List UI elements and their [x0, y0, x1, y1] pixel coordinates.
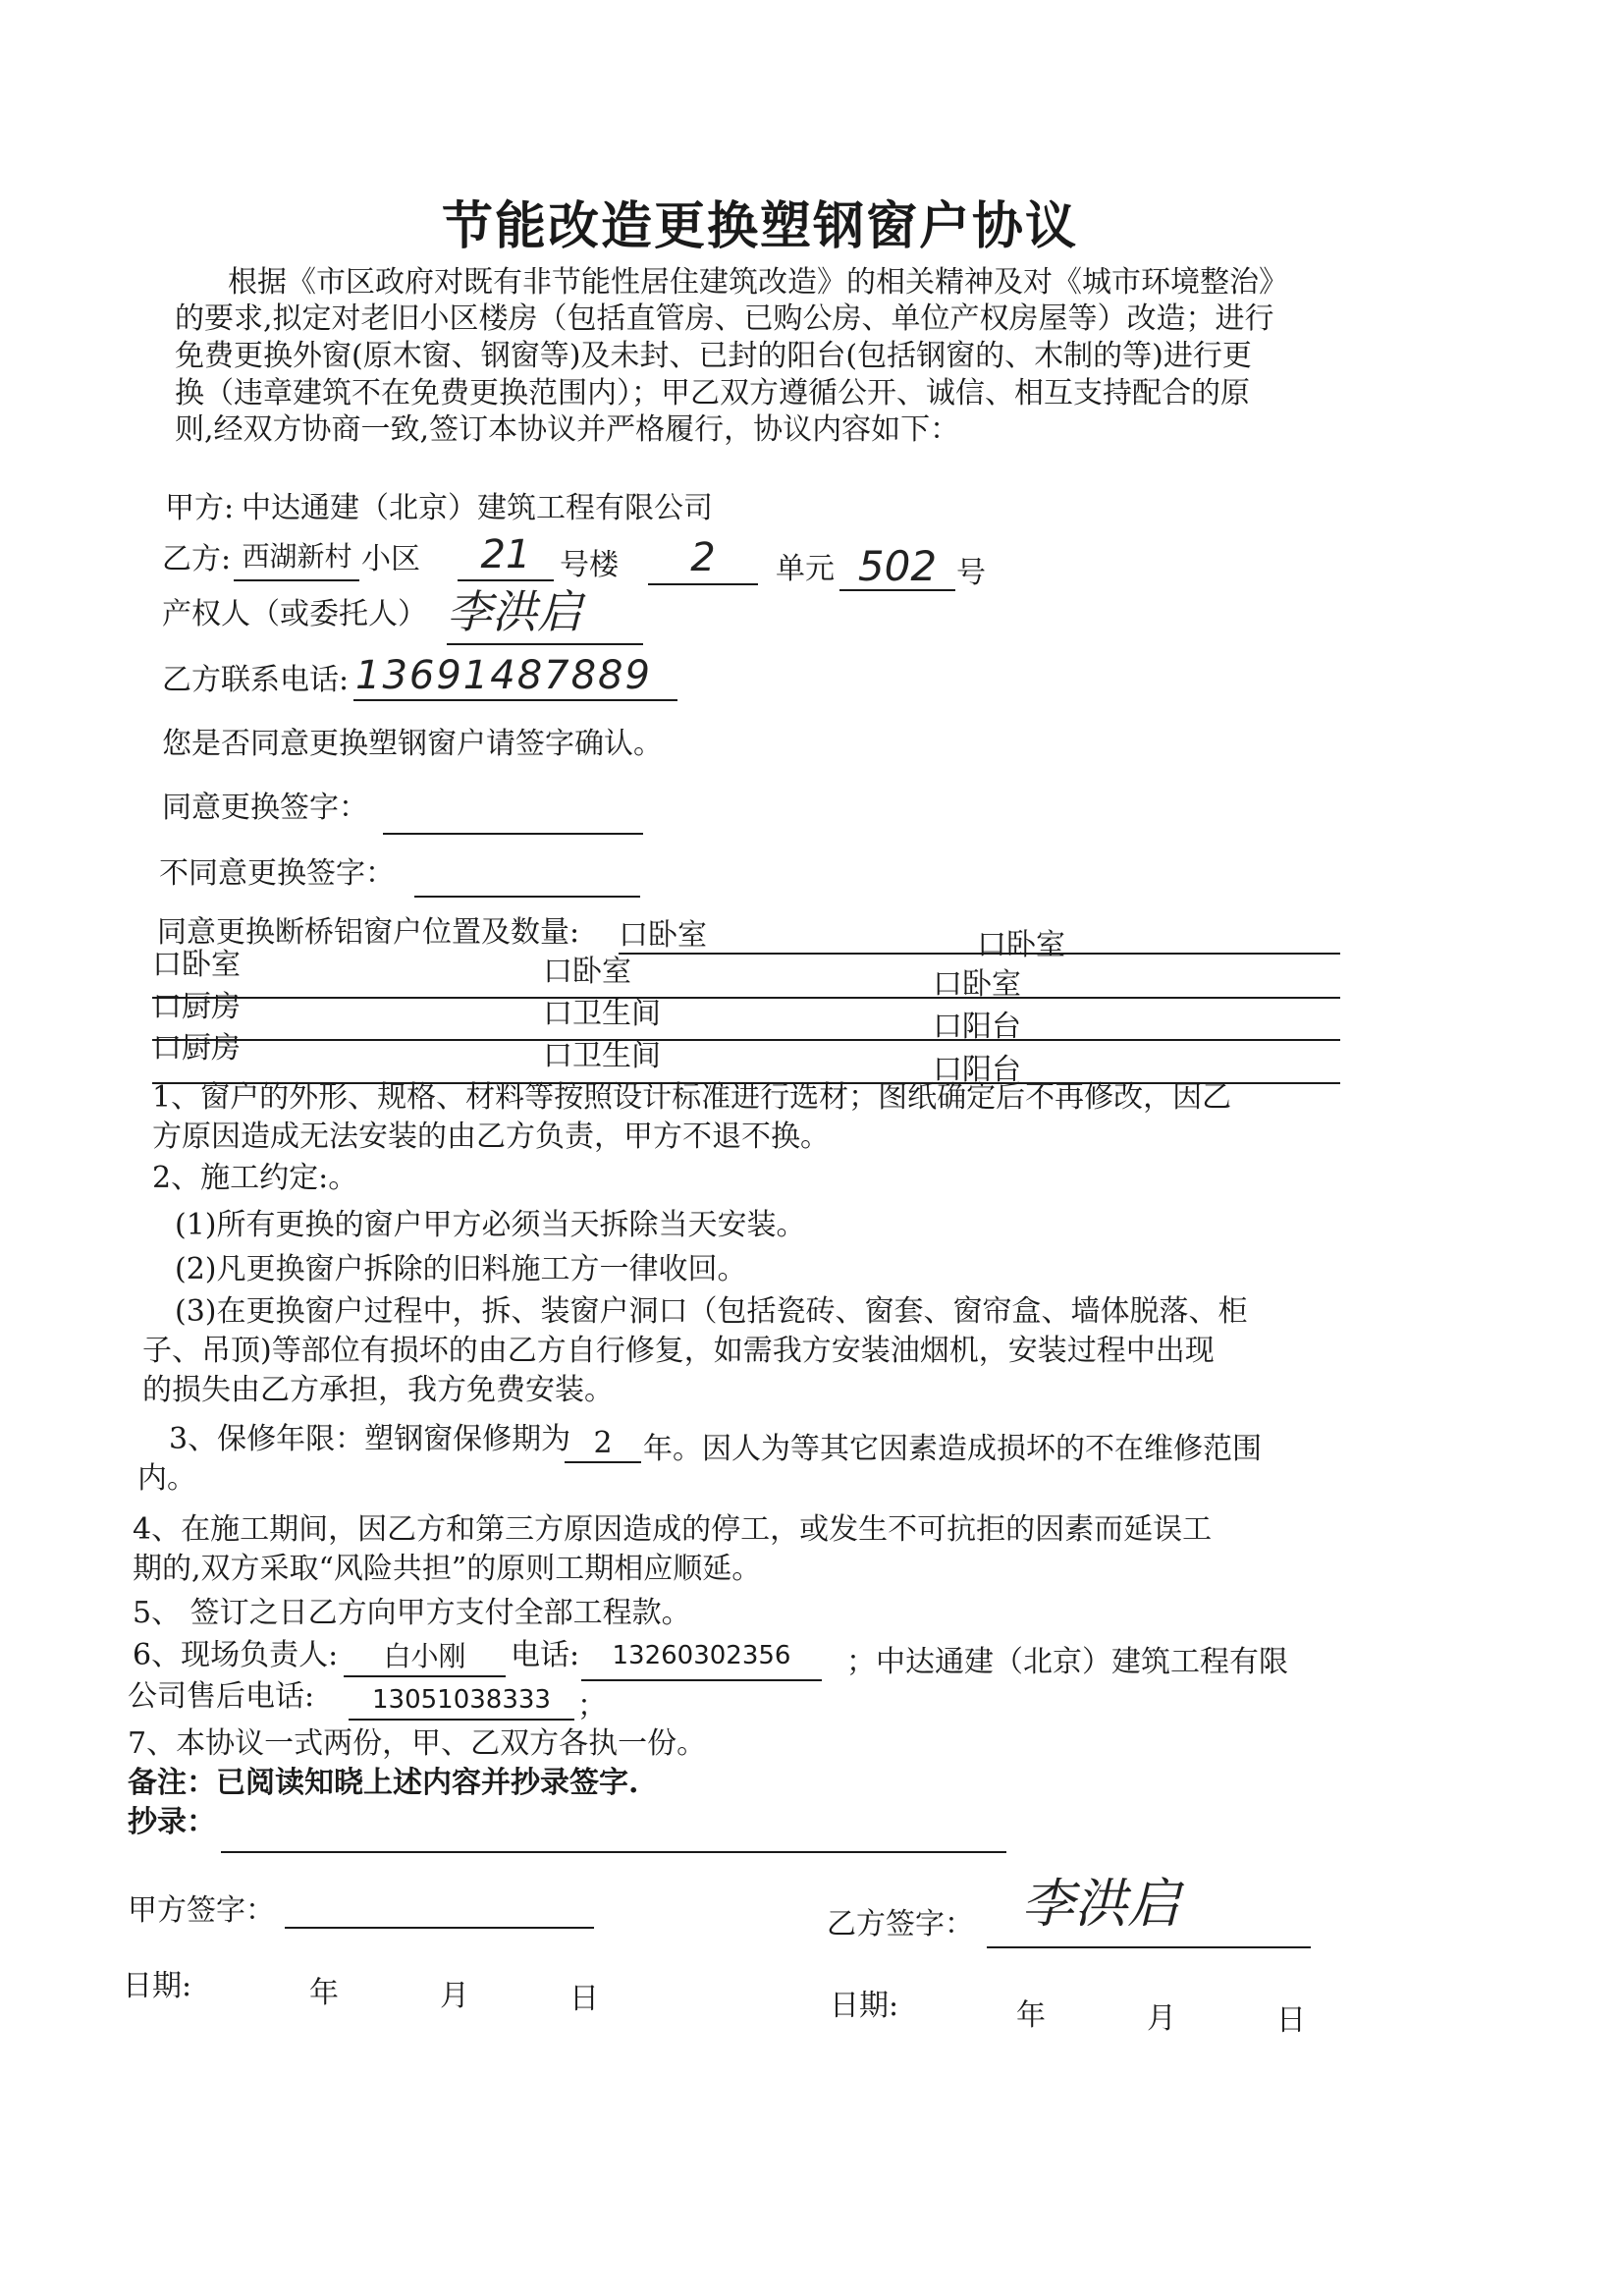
warranty-years: 2: [593, 1426, 613, 1460]
date-a-label: 日期:: [123, 1969, 192, 2003]
remark: 备注：已阅读知晓上述内容并抄录签字.: [128, 1766, 639, 1800]
window-item-label: 卧室: [648, 918, 707, 953]
windows-label: 同意更换断桥铝窗户位置及数量:: [157, 915, 580, 950]
agree-signature-line[interactable]: [383, 833, 643, 835]
owner-underline: [447, 643, 643, 645]
window-item-label: 卧室: [182, 948, 241, 982]
checkbox-mark[interactable]: 口: [152, 948, 182, 982]
document-title: 节能改造更换塑钢窗户协议: [442, 197, 1079, 256]
unit-underline: [648, 583, 758, 585]
window-header-2: [977, 928, 1065, 963]
window-item-label: 卫生间: [572, 997, 661, 1031]
window-item-label: 厨房: [182, 1031, 241, 1066]
checkbox-mark[interactable]: 口: [933, 1010, 962, 1044]
building-suffix: 号楼: [560, 548, 619, 582]
building-value: 21: [480, 532, 531, 577]
agree-label: 同意更换签字：: [162, 791, 368, 825]
disagree-label: 不同意更换签字：: [159, 856, 395, 891]
window-r1-c1: [152, 948, 241, 983]
site-manager-phone: 13260302356: [612, 1641, 791, 1670]
clause-6-service-end: ；: [577, 1689, 607, 1723]
window-row-underline: [152, 997, 1340, 999]
service-phone-underline: [349, 1719, 574, 1721]
clause-4-line-2: 期的,双方采取“风险共担”的原则工期相应顺延。: [133, 1552, 762, 1586]
checkbox-mark[interactable]: 口: [933, 1053, 962, 1087]
unit-value: 2: [690, 535, 716, 580]
window-row-underline: [619, 953, 1340, 955]
checkbox-mark[interactable]: 口: [152, 1031, 182, 1066]
date-b-day: 日: [1276, 2003, 1306, 2038]
checkbox-mark[interactable]: 口: [619, 918, 648, 953]
phone-value: 13691487889: [355, 653, 652, 698]
date-b-label: 日期:: [830, 1989, 899, 2023]
checkbox-mark[interactable]: 口: [977, 928, 1006, 962]
window-r1-c2: [543, 955, 631, 990]
community-value: 西湖新村: [242, 540, 352, 573]
clause-2-cont-2: 的损失由乙方承担，我方免费安装。: [142, 1373, 614, 1407]
service-phone: 13051038333: [372, 1685, 551, 1715]
clause-2-item-2: (2)凡更换窗户拆除的旧料施工方一律收回。: [175, 1252, 747, 1286]
clause-5: 5、 签订之日乙方向甲方支付全部工程款。: [133, 1596, 691, 1630]
sign-a-label: 甲方签字：: [128, 1893, 275, 1928]
date-a-year: 年: [309, 1976, 339, 2010]
sign-b-signature: 李洪启: [1021, 1873, 1180, 1935]
date-a-month: 月: [440, 1979, 469, 2013]
window-item-label: 卧室: [572, 955, 631, 989]
copy-line[interactable]: [221, 1851, 1006, 1853]
clause-1-line-2: 方原因造成无法安装的由乙方负责，甲方不退不换。: [152, 1120, 830, 1154]
intro-line-2: 的要求,拟定对老旧小区楼房（包括直管房、已购公房、单位产权房屋等）改造；进行: [175, 301, 1274, 336]
intro-line-3: 免费更换外窗(原木窗、钢窗等)及未封、已封的阳台(包括钢窗的、木制的等)进行更: [175, 339, 1252, 373]
clause-2-cont-1: 子、吊顶)等部位有损坏的由乙方自行修复，如需我方安装油烟机，安装过程中出现: [142, 1334, 1215, 1368]
clause-2-item-1: (1)所有更换的窗户甲方必须当天拆除当天安装。: [175, 1208, 806, 1242]
phone-underline: [353, 699, 677, 701]
party-a-label: 甲方:: [165, 491, 235, 525]
clause-7: 7、本协议一式两份，甲、乙双方各执一份。: [128, 1726, 707, 1761]
party-b-label: 乙方:: [162, 542, 232, 576]
room-underline: [839, 589, 955, 591]
window-row-underline: [152, 1039, 1340, 1041]
window-item-label: 厨房: [182, 990, 241, 1024]
checkbox-mark[interactable]: 口: [543, 997, 572, 1031]
clause-6-service-label: 公司售后电话:: [128, 1679, 315, 1714]
phone-label: 乙方联系电话:: [162, 663, 350, 697]
window-item-label: 卫生间: [572, 1039, 661, 1073]
room-suffix: 号: [956, 556, 986, 590]
window-r2-c1: [152, 990, 241, 1025]
copy-label: 抄录：: [128, 1805, 216, 1839]
community-suffix: 小区: [361, 542, 420, 576]
site-manager-name: 白小刚: [383, 1640, 466, 1672]
clause-6-company: ；中达通建（北京）建筑工程有限: [846, 1645, 1288, 1679]
clause-3-suffix: 年。因人为等其它因素造成损坏的不在维修范围: [643, 1432, 1262, 1466]
clause-4-line-1: 4、在施工期间，因乙方和第三方原因造成的停工，或发生不可抗拒的因素而延误工: [133, 1512, 1213, 1547]
community-underline: [234, 579, 359, 581]
disagree-signature-line[interactable]: [414, 896, 640, 898]
sign-a-line[interactable]: [285, 1927, 594, 1929]
clause-2-title: 2、施工约定:。: [152, 1161, 358, 1195]
owner-label: 产权人（或委托人）: [162, 597, 427, 631]
room-value: 502: [857, 542, 938, 590]
window-item-label: 阳台: [962, 1010, 1021, 1044]
window-r3-c2: [543, 1039, 661, 1074]
sign-b-line: [987, 1946, 1311, 1948]
intro-line-1: 根据《市区政府对既有非节能性居住建筑改造》的相关精神及对《城市环境整治》: [228, 265, 1288, 300]
window-r2-c2: [543, 997, 661, 1032]
clause-3-cont: 内。: [137, 1461, 196, 1496]
warranty-years-underline: [565, 1461, 641, 1463]
date-b-year: 年: [1016, 1998, 1046, 2033]
clause-3-prefix: 3、保修年限：塑钢窗保修期为: [169, 1422, 571, 1456]
owner-signature: 李洪启: [447, 585, 582, 638]
window-r3-c1: [152, 1031, 241, 1066]
window-item-label: 卧室: [1006, 928, 1065, 962]
site-manager-underline: [344, 1675, 506, 1677]
site-manager-phone-underline: [581, 1679, 822, 1681]
clause-6-phone-label: 电话:: [511, 1638, 580, 1672]
party-a-name: 中达通建（北京）建筑工程有限公司: [242, 491, 713, 525]
building-underline: [458, 579, 554, 581]
window-header-1: [619, 918, 707, 954]
unit-suffix: 单元: [776, 552, 835, 586]
date-a-day: 日: [569, 1982, 599, 2016]
sign-b-label: 乙方签字：: [827, 1907, 974, 1941]
intro-line-4: 换（违章建筑不在免费更换范围内）；甲乙双方遵循公开、诚信、相互支持配合的原: [175, 376, 1250, 410]
clause-1-line-1: 1、窗户的外形、规格、材料等按照设计标准进行选材；图纸确定后不再修改，因乙: [152, 1080, 1232, 1115]
checkbox-mark[interactable]: 口: [543, 955, 572, 989]
consent-question: 您是否同意更换塑钢窗户请签字确认。: [162, 727, 663, 761]
window-item-label: 卧室: [962, 967, 1021, 1002]
clause-2-item-3: (3)在更换窗户过程中，拆、装窗户洞口（包括瓷砖、窗套、窗帘盒、墙体脱落、柜: [175, 1294, 1248, 1329]
date-b-month: 月: [1147, 2001, 1176, 2036]
checkbox-mark[interactable]: 口: [152, 990, 182, 1024]
window-item-label: 阳台: [962, 1053, 1021, 1087]
checkbox-mark[interactable]: 口: [543, 1039, 572, 1073]
checkbox-mark[interactable]: 口: [933, 967, 962, 1002]
clause-6-prefix: 6、现场负责人:: [133, 1638, 339, 1672]
intro-line-5: 则,经双方协商一致,签订本协议并严格履行，协议内容如下：: [175, 412, 960, 447]
